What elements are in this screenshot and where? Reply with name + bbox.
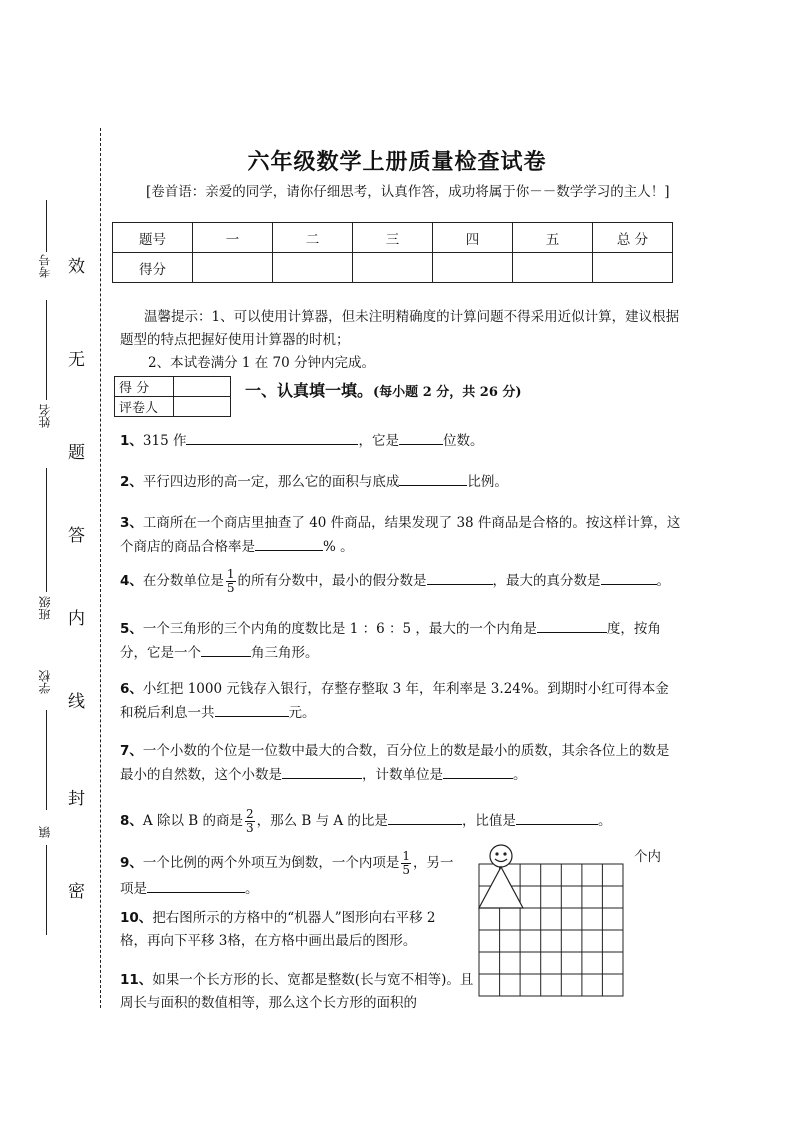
question-10 — [120, 907, 462, 953]
side-label-town: 镇 — [38, 826, 52, 838]
question-text: 项是 — [120, 881, 147, 897]
score-column-1: 一 — [193, 223, 273, 253]
question-text: 小红把 1000 元钱存入银行，存整存整取 3 年，年利率是 3.24%。到期时小红可得本金和税后利息一共 — [120, 681, 669, 721]
fraction — [401, 850, 411, 877]
question-text: 比例。 — [467, 474, 508, 490]
question-1 — [120, 429, 682, 453]
score-table-score-row — [113, 253, 673, 283]
section-heading — [245, 378, 522, 401]
fraction-numerator: 1 — [226, 567, 235, 581]
question-number: 4、 — [120, 573, 143, 589]
fraction-numerator: 1 — [402, 849, 411, 863]
answer-blank[interactable] — [399, 429, 443, 445]
answer-blank[interactable] — [537, 617, 607, 633]
question-text: A 除以 B 的商是 — [142, 813, 243, 829]
section-score-box — [114, 376, 231, 417]
answer-blank[interactable] — [282, 763, 362, 779]
question-text: 把右图所示的方格中的“机器人”图形向右平移 2格，再向下平移 3格，在方格中画出最后的图形。 — [120, 910, 436, 949]
score-column-2: 二 — [273, 223, 353, 253]
score-cell[interactable] — [593, 253, 673, 283]
question-text: ，它是 — [358, 433, 399, 449]
question-text: 在分数单位是 — [142, 573, 224, 589]
name-line — [46, 300, 47, 400]
side-label-school: 学校 — [38, 670, 52, 694]
tip-line-2: 2、本试卷满分 1 在 70 分钟内完成。 — [148, 355, 376, 371]
section-title: 一、认真填一填。 — [245, 381, 374, 400]
score-table-header-row — [113, 223, 673, 253]
answer-blank[interactable] — [201, 641, 251, 657]
side-label-class: 班级 — [38, 596, 52, 620]
question-text: ，那么 B 与 A 的比是 — [256, 813, 388, 829]
answer-blank[interactable] — [215, 701, 289, 717]
question-text: ，计数单位是 — [362, 767, 443, 783]
answer-blank[interactable] — [399, 470, 467, 486]
question-number: 9、 — [120, 855, 143, 871]
question-text: % 。 — [323, 539, 354, 555]
seal-char: 题 — [68, 443, 85, 463]
question-text: 如果一个长方形的长、宽都是整数(长与宽不相等)。且周长与面积的数值相等，那么这个长方形的面积的 — [120, 972, 474, 1011]
question-text: 。 — [656, 573, 671, 589]
question-text: 位数。 — [442, 433, 484, 449]
answer-blank[interactable] — [601, 569, 657, 585]
fraction-denominator: 5 — [402, 863, 411, 877]
seal-char: 无 — [68, 350, 85, 370]
question-5 — [120, 617, 682, 665]
question-text: 的所有分数中，最小的假分数是 — [237, 573, 427, 589]
score-table — [112, 222, 673, 283]
question-4 — [120, 568, 682, 595]
question-text: 一个三角形的三个内角的度数比是 1 ：6 ：5 ，最大的一个内角是 — [142, 621, 537, 637]
score-column-4: 四 — [433, 223, 513, 253]
exam-preface: [卷首语：亲爱的同学，请你仔细思考，认真作答，成功将属于你－－数学学习的主人！] — [146, 184, 670, 200]
seal-char: 答 — [68, 526, 85, 546]
fraction-denominator: 5 — [226, 581, 235, 595]
question-text: 角三角形。 — [251, 645, 319, 661]
question-number: 5、 — [120, 621, 143, 637]
score-column-3: 三 — [353, 223, 433, 253]
question-text: ，最大的真分数是 — [492, 573, 601, 589]
mini-score-label: 得 分 — [115, 377, 174, 397]
answer-blank[interactable] — [516, 809, 598, 825]
side-label-name: 姓名 — [38, 404, 52, 428]
question-number: 3、 — [120, 515, 143, 531]
score-cell[interactable] — [273, 253, 353, 283]
question-text: ，另一 — [413, 855, 454, 871]
fraction-numerator: 2 — [245, 807, 254, 821]
question-text: 一个小数的个位是一位数中最大的合数，百分位上的数是最小的质数，其余各位上的数是最小的自然数，这个小数是 — [120, 743, 670, 783]
seal-char: 密 — [68, 882, 85, 902]
fraction-denominator: 3 — [245, 821, 254, 835]
question-9 — [120, 850, 470, 901]
question-text: 工商所在一个商店里抽查了 40 件商品，结果发现了 38 件商品是合格的。按这样计算，这个商店的商品合格率是 — [120, 515, 681, 555]
question-8 — [120, 808, 682, 835]
question-text: 平行四边形的高一定，那么它的面积与底成 — [142, 474, 400, 490]
robot-icon — [479, 845, 523, 908]
tips-block — [120, 306, 680, 375]
score-column-total: 总 分 — [593, 223, 673, 253]
score-cell[interactable] — [433, 253, 513, 283]
question-3 — [120, 512, 682, 559]
school-line — [46, 710, 47, 810]
question-2 — [120, 470, 682, 494]
answer-blank[interactable] — [427, 569, 493, 585]
exam-title: 六年级数学上册质量检查试卷 — [247, 150, 547, 175]
robot-grid-figure[interactable] — [470, 842, 630, 1002]
section-points: (每小题 2 分，共 26 分) — [373, 385, 522, 400]
seal-char: 效 — [68, 257, 85, 277]
exam-number-line — [46, 200, 47, 252]
binding-dashed-line — [100, 128, 101, 1008]
question-7 — [120, 740, 682, 787]
score-row-label: 得分 — [113, 253, 193, 283]
answer-blank[interactable] — [255, 535, 323, 551]
question-number: 1、 — [120, 433, 143, 449]
town-line — [46, 845, 47, 935]
score-table-header-label: 题号 — [113, 223, 193, 253]
question-11 — [120, 969, 478, 1015]
mini-grader-cell[interactable] — [174, 397, 231, 417]
seal-char: 封 — [68, 789, 85, 809]
side-label-exam-number: 考号 — [38, 254, 52, 278]
question-text: 度，按角分，它是一个 — [120, 621, 661, 661]
question-number: 8、 — [120, 813, 143, 829]
score-cell[interactable] — [353, 253, 433, 283]
question-text: 。 — [245, 881, 259, 897]
fraction — [226, 568, 236, 595]
question-text: 元。 — [288, 705, 316, 721]
seal-char: 内 — [68, 609, 85, 629]
question-number: 7、 — [120, 743, 143, 759]
question-text: 。 — [513, 767, 527, 783]
question-number: 2、 — [120, 474, 143, 490]
score-column-5: 五 — [513, 223, 593, 253]
answer-blank[interactable] — [443, 763, 513, 779]
question-number: 10、 — [120, 910, 153, 926]
fraction — [245, 808, 255, 835]
question-text: 。 — [597, 813, 612, 829]
question-text: 315 作 — [142, 433, 187, 449]
mini-grader-label: 评卷人 — [115, 397, 174, 417]
answer-blank[interactable] — [147, 877, 245, 893]
question-number: 11、 — [120, 972, 153, 988]
score-cell[interactable] — [513, 253, 593, 283]
question-9-continuation: 个内 — [634, 849, 661, 865]
answer-blank[interactable] — [388, 809, 462, 825]
class-line — [46, 468, 47, 592]
question-6 — [120, 678, 682, 725]
tip-line-1: 温馨提示：1、可以使用计算器，但未注明精确度的计算问题不得采用近似计算，建议根据题型的特点把握好使用计算器的时机； — [120, 309, 680, 348]
mini-score-cell[interactable] — [174, 377, 231, 397]
seal-char: 线 — [68, 692, 85, 712]
answer-blank[interactable] — [186, 429, 358, 445]
question-text: 一个比例的两个外项互为倒数，一个内项是 — [142, 855, 400, 871]
question-number: 6、 — [120, 681, 143, 697]
score-cell[interactable] — [193, 253, 273, 283]
question-text: ，比值是 — [461, 813, 516, 829]
